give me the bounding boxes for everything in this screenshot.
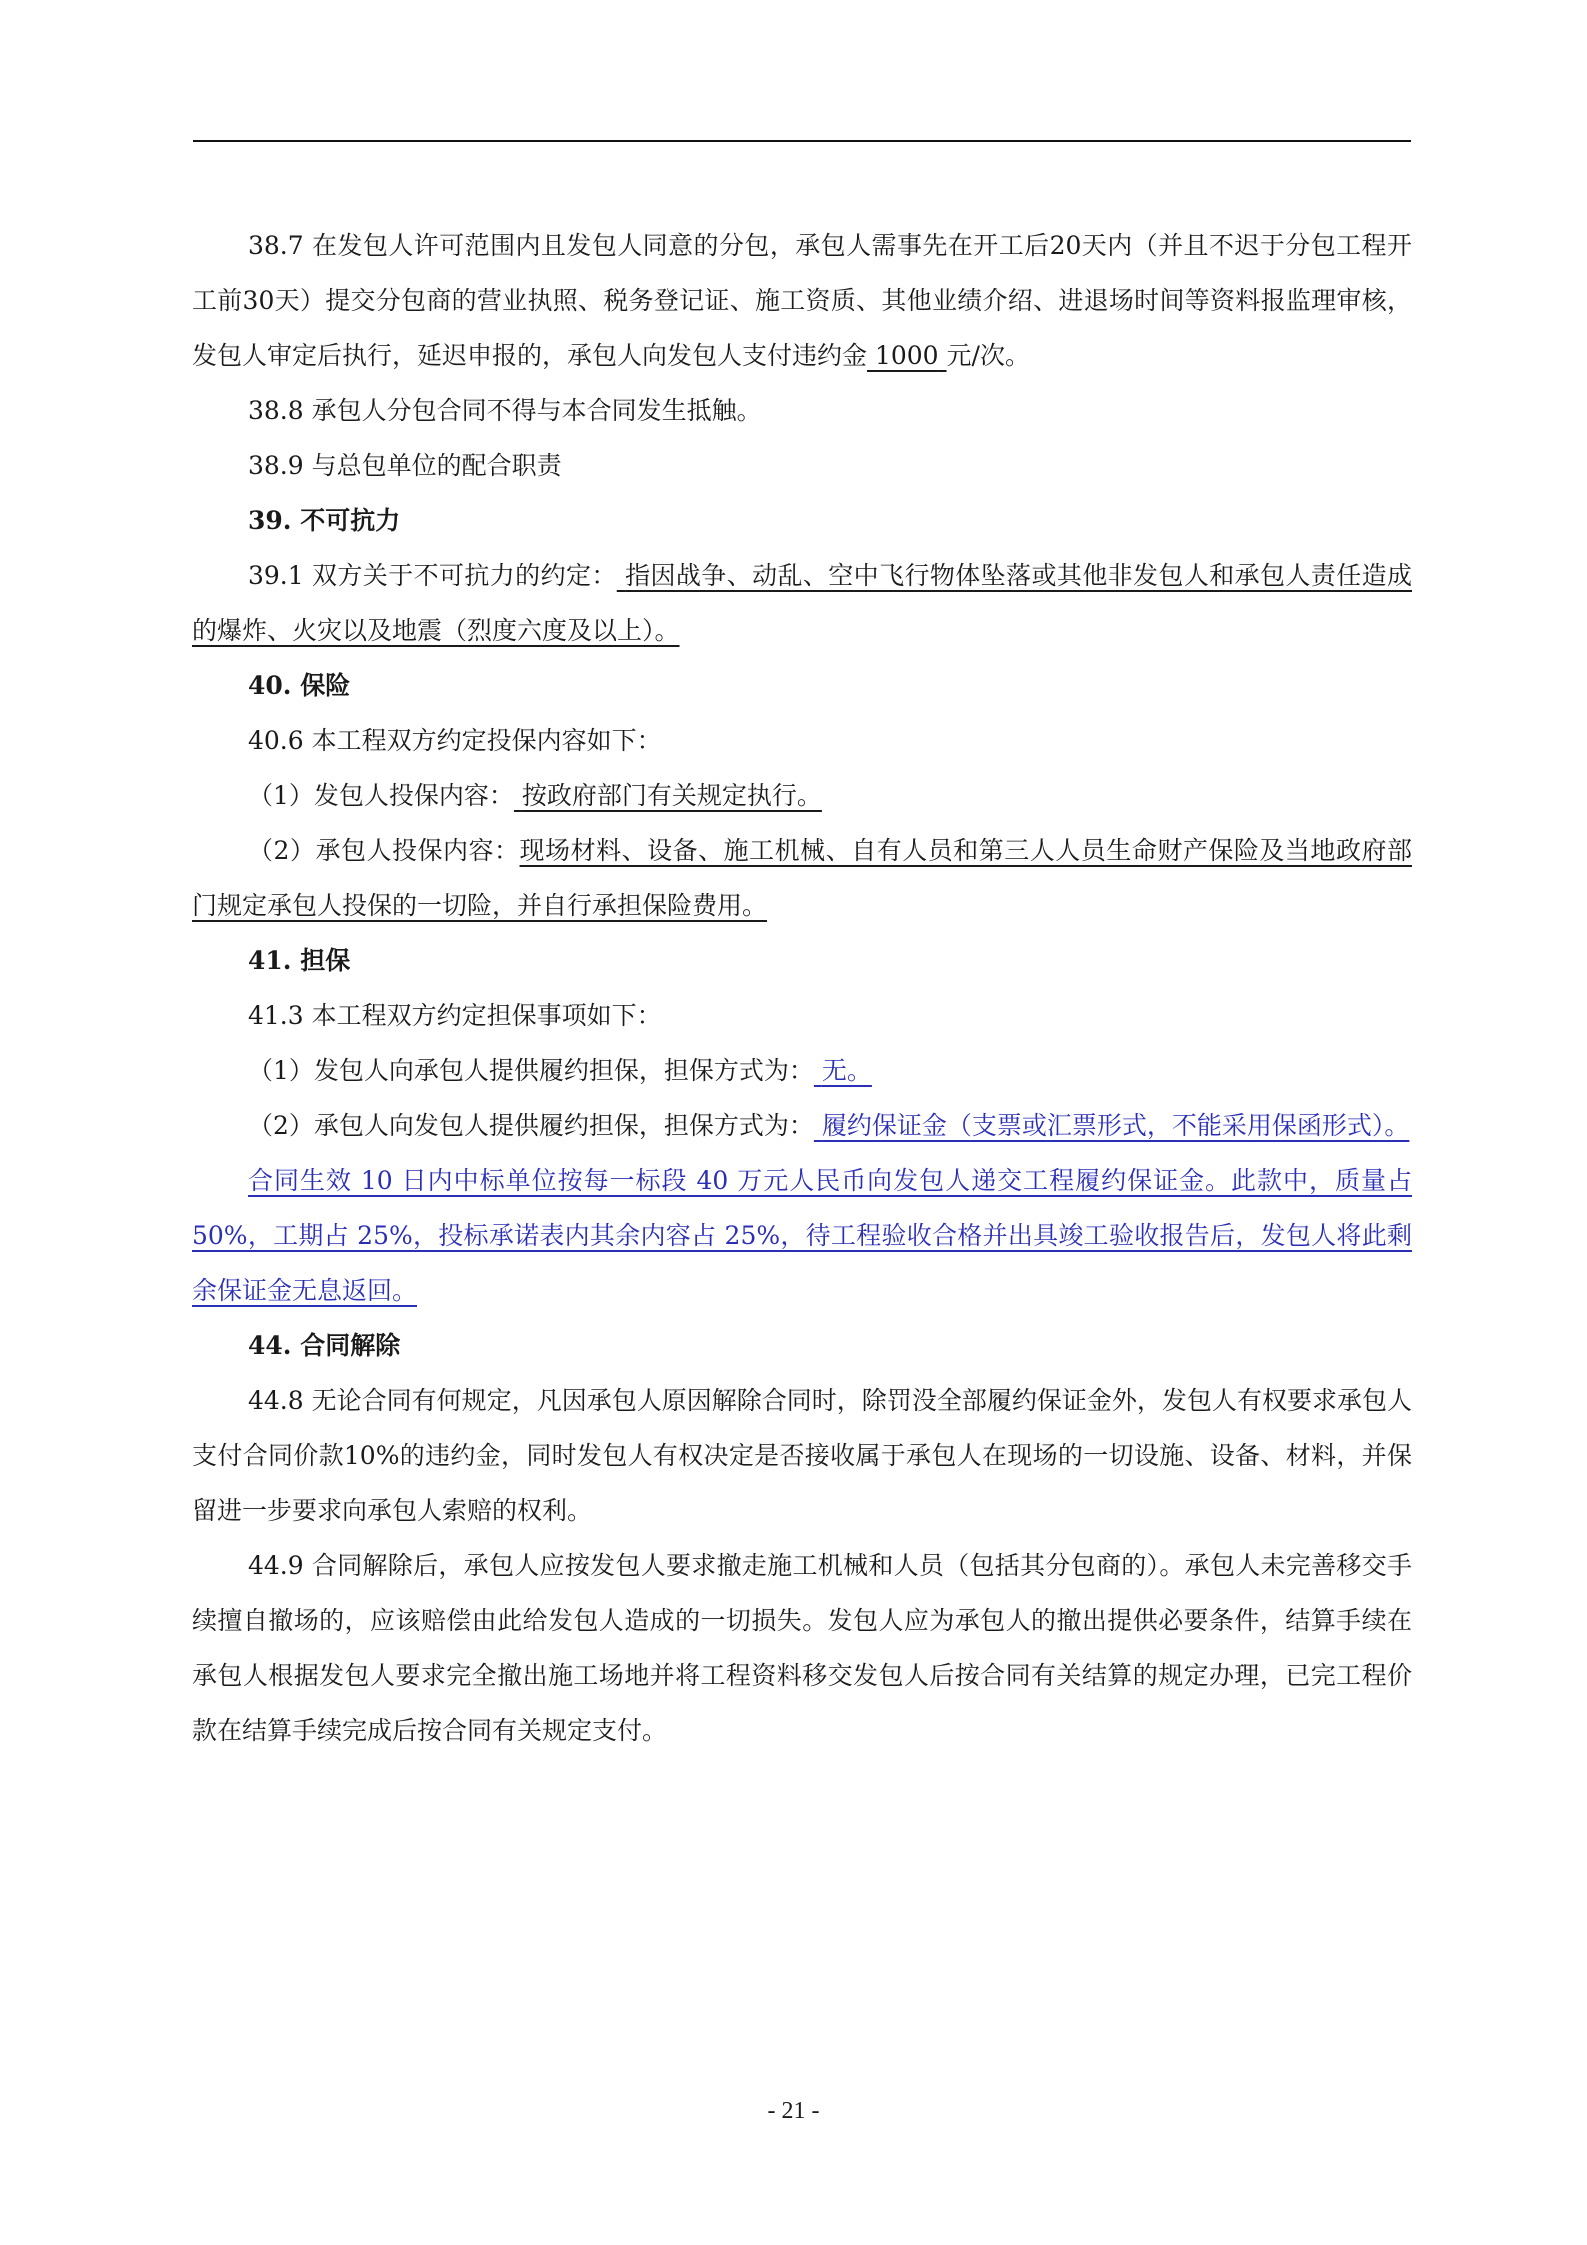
clause-41-3-2-label: （2）承包人向发包人提供履约担保，担保方式为： [248,1111,814,1140]
clause-40-6-1 [192,768,1412,823]
clause-40-6: 40.6 本工程双方约定投保内容如下： [248,726,662,755]
heading-39: 39. 不可抗力 [248,506,401,535]
clause-41-3-1-value: 无。 [821,1056,872,1085]
clause-41-3: 41.3 本工程双方约定担保事项如下： [248,1001,662,1030]
clause-44-8: 44.8 无论合同有何规定，凡因承包人原因解除合同时，除罚没全部履约保证金外，发包人有权要求承包人支付合同价款10%的违约金，同时发包人有权决定是否接收属于承包人在现场的一切设施、设备、材料，并保留进一步要求向承包人索赔的权利。 [192,1386,1412,1525]
penalty-amount: 1000 [874,341,939,370]
heading-40: 40. 保险 [248,671,351,700]
clause-40-6-1-label: （1）发包人投保内容： [248,781,514,810]
clause-38-7 [192,218,1412,383]
clause-41-3-1 [192,1043,1412,1098]
clause-41-3-2-value: 履约保证金（支票或汇票形式，不能采用保函形式）。 [821,1111,1410,1140]
clause-44-9: 44.9 合同解除后，承包人应按发包人要求撤走施工机械和人员（包括其分包商的）。承包人未完善移交手续擅自撤场的，应该赔偿由此给发包人造成的一切损失。发包人应为承包人的撤出提供必要条件，结算手续在承包人根据发包人要求完全撤出施工场地并将工程资料移交发包人后按合同有关结算的规定办理，已完工程价款在结算手续完成后按合同有关规定支付。 [192,1551,1412,1745]
clause-40-6-2-value: 现场材料、设备、施工机械、自有人员和第三人人员生命财产保险及当地政府部门规定承包人投保的一切险，并自行承担保险费用。 [192,836,1412,920]
clause-41-3-1-label: （1）发包人向承包人提供履约担保，担保方式为： [248,1056,814,1085]
clause-40-6-2 [192,823,1412,933]
clause-38-7-text: 38.7 在发包人许可范围内且发包人同意的分包，承包人需事先在开工后20天内（并且不迟于分包工程开工前30天）提交分包商的营业执照、税务登记证、施工资质、其他业绩介绍、进退场时间等资料报监理审核，发包人审定后执行，延迟申报的，承包人向发包人支付违约金 [192,231,1412,370]
header-rule [193,140,1411,142]
heading-44: 44. 合同解除 [248,1331,401,1360]
penalty-unit: 元/次。 [946,341,1030,370]
clause-41-3-2 [192,1098,1412,1153]
contract-body [192,218,1412,1758]
clause-39-1 [192,548,1412,658]
clause-38-9: 38.9 与总包单位的配合职责 [248,451,562,480]
clause-38-8: 38.8 承包人分包合同不得与本合同发生抵触。 [248,396,762,425]
clause-39-1-value: 指因战争、动乱、空中飞行物体坠落或其他非发包人和承包人责任造成的爆炸、火灾以及地震（烈度六度及以上）。 [192,561,1412,645]
clause-39-1-label: 39.1 双方关于不可抗力的约定： [248,561,617,590]
clause-41-3-note [192,1153,1412,1318]
clause-40-6-2-label: （2）承包人投保内容： [248,836,520,865]
page-number: - 21 - [767,2098,820,2124]
heading-41: 41. 担保 [248,946,351,975]
performance-bond-note: 合同生效 10 日内中标单位按每一标段 40 万元人民币向发包人递交工程履约保证金。此款中，质量占 50%，工期占 25%，投标承诺表内其余内容占 25%，待工程验收合格并出具竣工验收报告后，发包人将此剩余保证金无息返回。 [192,1166,1412,1305]
clause-40-6-1-value: 按政府部门有关规定执行。 [521,781,822,810]
